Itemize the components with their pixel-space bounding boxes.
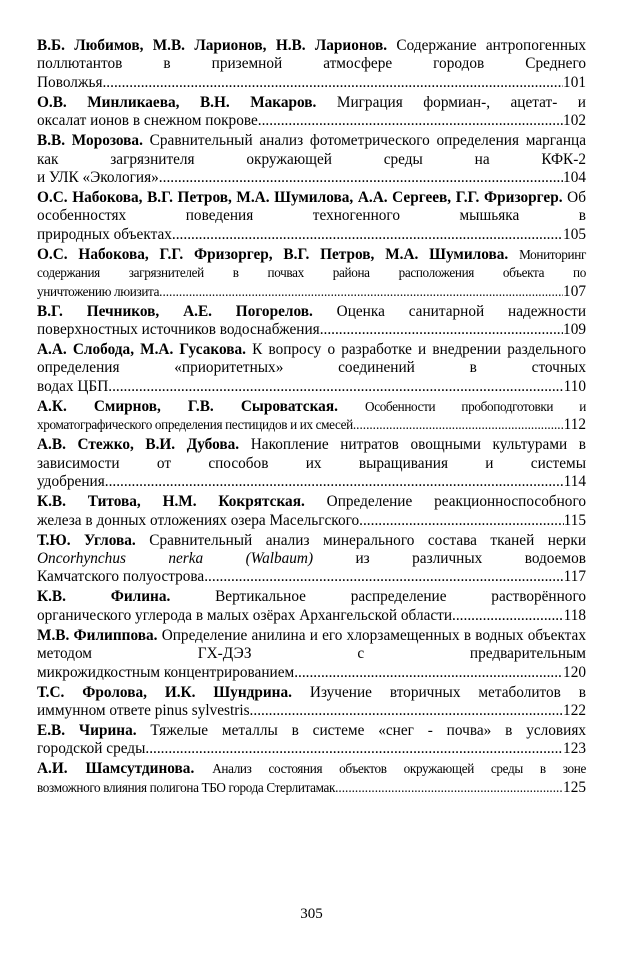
toc-entry-last-line: [37, 779, 586, 797]
entry-title-end: оксалат ионов в снежном покрове: [37, 112, 258, 130]
toc-entry-head: [37, 189, 586, 226]
dot-leader: [335, 779, 563, 797]
dot-leader: [250, 702, 564, 720]
dot-leader: [320, 321, 563, 339]
entry-title: Об особенностях поведения техногенного мышьяка в: [37, 189, 587, 225]
entry-page-ref: 118: [563, 606, 586, 624]
toc-entry: [37, 94, 586, 131]
toc-entry-last-line: [37, 321, 586, 339]
entry-title-end: органического углерода в малых озёрах Архангельской области: [37, 606, 453, 624]
page-number: 305: [300, 906, 323, 922]
entry-title: Изучение вторичных метаболитов в: [309, 683, 587, 701]
toc-entry-head: [37, 341, 586, 378]
entry-authors: В.Г. Печников, А.Е. Погорелов.: [37, 302, 313, 320]
entry-authors: О.С. Набокова, Г.Г. Фризоргер, В.Г. Петров, М.А. Шумилова.: [37, 245, 509, 263]
entry-page-ref: 101: [563, 73, 586, 91]
entry-title-end: хроматографического определения пестицидов и их смесей: [37, 417, 353, 433]
entry-authors: А.И. Шамсутдинова.: [37, 760, 195, 778]
toc-entry-head: [37, 722, 586, 740]
entry-title: Содержание антропогенных поллютантов в приземной атмосфере городов Среднего: [37, 37, 587, 73]
toc-entry-head: [37, 436, 586, 473]
entry-authors: О.С. Набокова, В.Г. Петров, М.А. Шумилова, А.А. Сергеев, Г.Г. Фризоргер.: [37, 189, 563, 207]
entry-title-end: удобрения: [37, 473, 105, 491]
entry-authors: К.В. Филина.: [37, 588, 171, 606]
dot-leader: [102, 74, 563, 92]
toc-entry-head: [37, 94, 586, 112]
toc-entry-head: [37, 398, 586, 416]
toc-entry-last-line: [37, 378, 586, 396]
toc-entry: [37, 588, 586, 625]
entry-page-ref: 114: [563, 473, 586, 491]
entry-page-ref: 112: [563, 416, 586, 434]
toc-entry-head: [37, 760, 586, 778]
toc-entry: [37, 627, 586, 682]
dot-leader: [258, 112, 563, 130]
toc-entry: [37, 341, 586, 396]
entry-authors: А.К. Смирнов, Г.В. Сыроватская.: [37, 397, 338, 415]
dot-leader: [159, 169, 563, 187]
toc-entry: [37, 37, 586, 92]
entry-title: Анализ состояния объектов окружающей среды в зоне: [212, 761, 587, 777]
entry-title: Определение анилина и его хлорзамещенных в водных объектах методом ГХ-ДЭЗ с предварительным: [37, 626, 586, 663]
entry-title-end: водах ЦБП: [37, 377, 109, 395]
entry-title-end: поверхностных источников водоснабжения: [37, 321, 320, 339]
toc-entry-last-line: [37, 702, 586, 720]
dot-leader: [294, 664, 563, 682]
entry-title-end: городской среды: [37, 740, 146, 758]
dot-leader: [359, 512, 563, 530]
entry-title: Накопление нитратов овощными культурами в зависимости от способов их выращивания и системы: [37, 436, 587, 472]
entry-title: Тяжелые металлы в системе «снег - почва» в условиях: [150, 721, 587, 739]
entry-title-species: Oncorhynchus nerka (Walbaum): [37, 549, 314, 567]
toc-entry: [37, 398, 586, 435]
toc-entry-last-line: [37, 473, 586, 491]
entry-title: Сравнительный анализ минерального состава тканей нерки: [149, 531, 587, 549]
entry-page-ref: 110: [563, 377, 586, 395]
toc-entry-head: [37, 37, 586, 74]
toc-entry-head: [37, 588, 586, 606]
entry-page-ref: 109: [563, 321, 586, 339]
toc-entry: [37, 684, 586, 721]
toc-entry: [37, 436, 586, 491]
entry-page-ref: 104: [563, 169, 586, 187]
entry-title-end: Поволжья: [37, 73, 103, 91]
toc-entry-last-line: [37, 283, 586, 301]
toc-entry-last-line: [37, 512, 586, 530]
dot-leader: [204, 568, 563, 586]
toc-entry: [37, 303, 586, 340]
toc-entry: [37, 493, 586, 530]
entry-title: Особенности пробоподготовки и: [365, 398, 586, 414]
entry-authors: А.В. Стежко, В.И. Дубова.: [37, 436, 240, 454]
toc-entry-head: [37, 246, 586, 283]
entry-page-ref: 115: [563, 511, 586, 529]
toc-entry-last-line: [37, 568, 586, 586]
table-of-contents: [37, 37, 586, 799]
dot-leader: [145, 740, 563, 758]
entry-title-end: уничтожению люизита: [37, 283, 160, 299]
entry-title-end: Камчатского полуострова: [37, 568, 205, 586]
entry-title-end: возможного влияния полигона ТБО города Стерлитамак: [37, 779, 336, 795]
entry-page-ref: 105: [563, 225, 586, 243]
entry-page-ref: 122: [563, 701, 586, 719]
entry-authors: А.А. Слобода, М.А. Гусакова.: [37, 341, 246, 359]
toc-entry: [37, 246, 586, 301]
toc-entry-last-line: [37, 169, 586, 187]
entry-page-ref: 107: [563, 282, 586, 300]
entry-authors: В.В. Морозова.: [37, 132, 143, 150]
dot-leader: [159, 283, 563, 301]
dot-leader: [353, 416, 564, 434]
toc-entry-last-line: [37, 112, 586, 130]
entry-authors: В.Б. Любимов, М.В. Ларионов, Н.В. Ларионов.: [37, 37, 388, 54]
toc-entry-last-line: [37, 664, 586, 682]
toc-entry: [37, 189, 586, 244]
entry-page-ref: 117: [563, 568, 586, 586]
dot-leader: [172, 226, 563, 244]
toc-entry-last-line: [37, 607, 586, 625]
entry-authors: Т.Ю. Углова.: [37, 531, 136, 549]
toc-entry: [37, 532, 586, 587]
entry-title: Оценка санитарной надежности: [336, 302, 587, 320]
entry-page-ref: 120: [563, 663, 586, 681]
entry-title-end: железа в донных отложениях озера Масельгского: [37, 511, 360, 529]
entry-page-ref: 123: [563, 740, 586, 758]
toc-entry-head: [37, 684, 586, 702]
entry-title-cont: из различных водоемов: [355, 549, 586, 567]
entry-authors: О.В. Минликаева, В.Н. Макаров.: [37, 93, 317, 111]
dot-leader: [452, 607, 564, 625]
entry-title: Вертикальное распределение растворённого: [215, 588, 586, 606]
entry-page-ref: 125: [563, 778, 586, 796]
toc-entry-head: [37, 493, 586, 511]
dot-leader: [105, 473, 564, 491]
entry-title: К вопросу о разработке и внедрении раздельного определения «приоритетных» соединений в сточных: [37, 341, 587, 377]
toc-entry-last-line: [37, 74, 586, 92]
toc-entry: [37, 132, 586, 187]
entry-authors: М.В. Филиппова.: [37, 626, 158, 644]
toc-entry-last-line: [37, 416, 586, 434]
entry-title-end: микрожидкостным концентрированием: [37, 663, 295, 681]
toc-entry: [37, 760, 586, 797]
toc-entry-last-line: [37, 740, 586, 758]
toc-entry-head: [37, 627, 586, 664]
toc-entry-head: [37, 132, 586, 169]
entry-title: Определение реакционноспособного: [326, 493, 586, 511]
entry-authors: Е.В. Чирина.: [37, 721, 137, 739]
entry-page-ref: 102: [563, 112, 586, 130]
toc-entry: [37, 722, 586, 759]
toc-entry-head: [37, 303, 586, 321]
entry-title: Мониторинг содержания загрязнителей в почвах района расположения объекта по: [37, 246, 586, 281]
entry-title: Сравнительный анализ фотометрического определения марганца как загрязнителя окружающей среды на КФК-2: [37, 132, 586, 168]
dot-leader: [108, 378, 563, 396]
entry-title: Миграция формиан-, ацетат- и: [336, 93, 586, 111]
entry-title-end: и УЛК «Экология»: [37, 169, 159, 187]
entry-authors: К.В. Титова, Н.М. Кокрятская.: [37, 493, 305, 511]
entry-title-end: иммунном ответе pinus sylvestris: [37, 701, 250, 719]
toc-entry-last-line: [37, 226, 586, 244]
entry-authors: Т.С. Фролова, И.К. Шундрина.: [37, 683, 292, 701]
toc-entry-head: [37, 532, 586, 569]
entry-title-end: природных объектах: [37, 225, 172, 243]
